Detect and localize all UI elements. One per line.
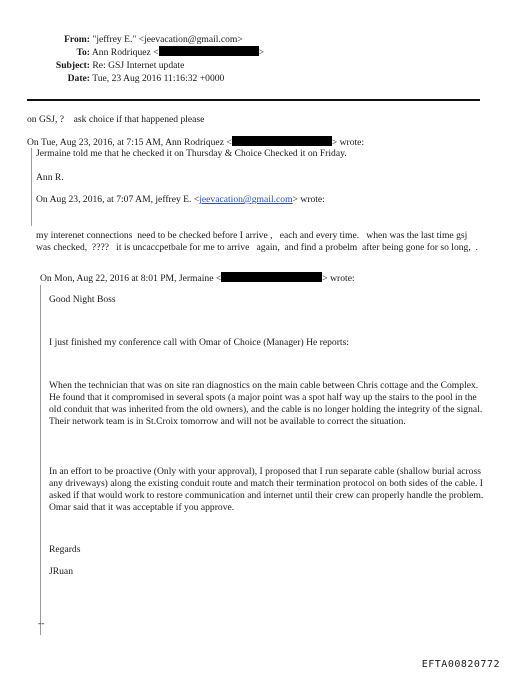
- quote1-text: Jermaine told me that he checked it on Thursday & Choice Checked it on Friday.: [36, 148, 347, 159]
- header-date-row: [28, 72, 224, 85]
- greeting: Good Night Boss: [49, 294, 116, 305]
- paragraph-2: When the technician that was on site ran diagnostics on the main cable between Chris cottage and the Complex. He found that it compromised in several spots (a major point was a spot half way up the stairs to the pool in the old conduit that was inherited from the old owners), and the cable is no longer holding the integrity of the signal. Their network team is in St.Croix tomorrow and will not be available to correct the situation.: [49, 380, 483, 427]
- quote2-prefix: On Aug 23, 2016, at 7:07 AM, jeffrey E. <: [36, 194, 200, 205]
- redaction-bar: [159, 46, 259, 56]
- header-to-row: [28, 46, 264, 59]
- from-value: "jeffrey E." <jeevacation@gmail.com>: [92, 34, 243, 45]
- to-value: Ann Rodriquez <: [91, 47, 159, 58]
- date-label: Date:: [67, 73, 90, 84]
- quote2-text: my interenet connections need to be checked before I arrive , each and every time. when was the last time gsj was checked, ???? it is uncaccpetbale for me to arrive again, and find a probelm after being gone for so long, .: [36, 230, 478, 253]
- regards: Regards: [49, 544, 81, 555]
- redaction-bar: [232, 136, 332, 146]
- quote3-attribution: [40, 272, 355, 286]
- quote2-suffix: > wrote:: [292, 194, 325, 205]
- quote3-suffix: > wrote:: [322, 273, 355, 284]
- redaction-bar: [221, 272, 322, 282]
- header-subject-row: [28, 59, 184, 72]
- quote1-suffix: > wrote:: [331, 137, 365, 148]
- quote1-prefix: On Tue, Aug 23, 2016, at 7:15 AM, Ann Rodriquez <: [27, 137, 232, 148]
- to-value-end: >: [258, 47, 264, 58]
- signature-jruan: JRuan: [49, 566, 73, 577]
- to-label: To:: [76, 47, 90, 58]
- quote2-attribution: [36, 194, 325, 207]
- subject-value: Re: GSJ Internet update: [92, 60, 185, 71]
- email-link[interactable]: jeevacation@gmail.com: [199, 194, 293, 205]
- subject-label: Subject:: [55, 60, 90, 71]
- date-value: Tue, 23 Aug 2016 11:16:32 +0000: [92, 73, 225, 84]
- document-id: EFTA00820772: [421, 659, 500, 670]
- quote-bar: [40, 285, 41, 635]
- header-from-row: [28, 33, 243, 46]
- sig-dashes: --: [38, 618, 45, 629]
- quote-bar: [31, 148, 32, 226]
- quote3-prefix: On Mon, Aug 22, 2016 at 8:01 PM, Jermaine <: [40, 273, 222, 284]
- header-divider: [27, 99, 480, 101]
- reply-line: on GSJ, ? ask choice if that happened please: [27, 114, 205, 125]
- from-label: From:: [64, 34, 90, 45]
- paragraph-3: In an effort to be proactive (Only with your approval), I proposed that I run separate cable (shallow burial across any driveways) along the existing conduit route and match their termination protocol on both sides of the cable. I asked if that would work to restore communication and internet until their crew can properly handle the problem. Omar said that it was acceptable if you approve.: [49, 466, 484, 513]
- signature-ann: Ann R.: [36, 172, 64, 183]
- paragraph-1: I just finished my conference call with Omar of Choice (Manager) He reports:: [49, 337, 349, 348]
